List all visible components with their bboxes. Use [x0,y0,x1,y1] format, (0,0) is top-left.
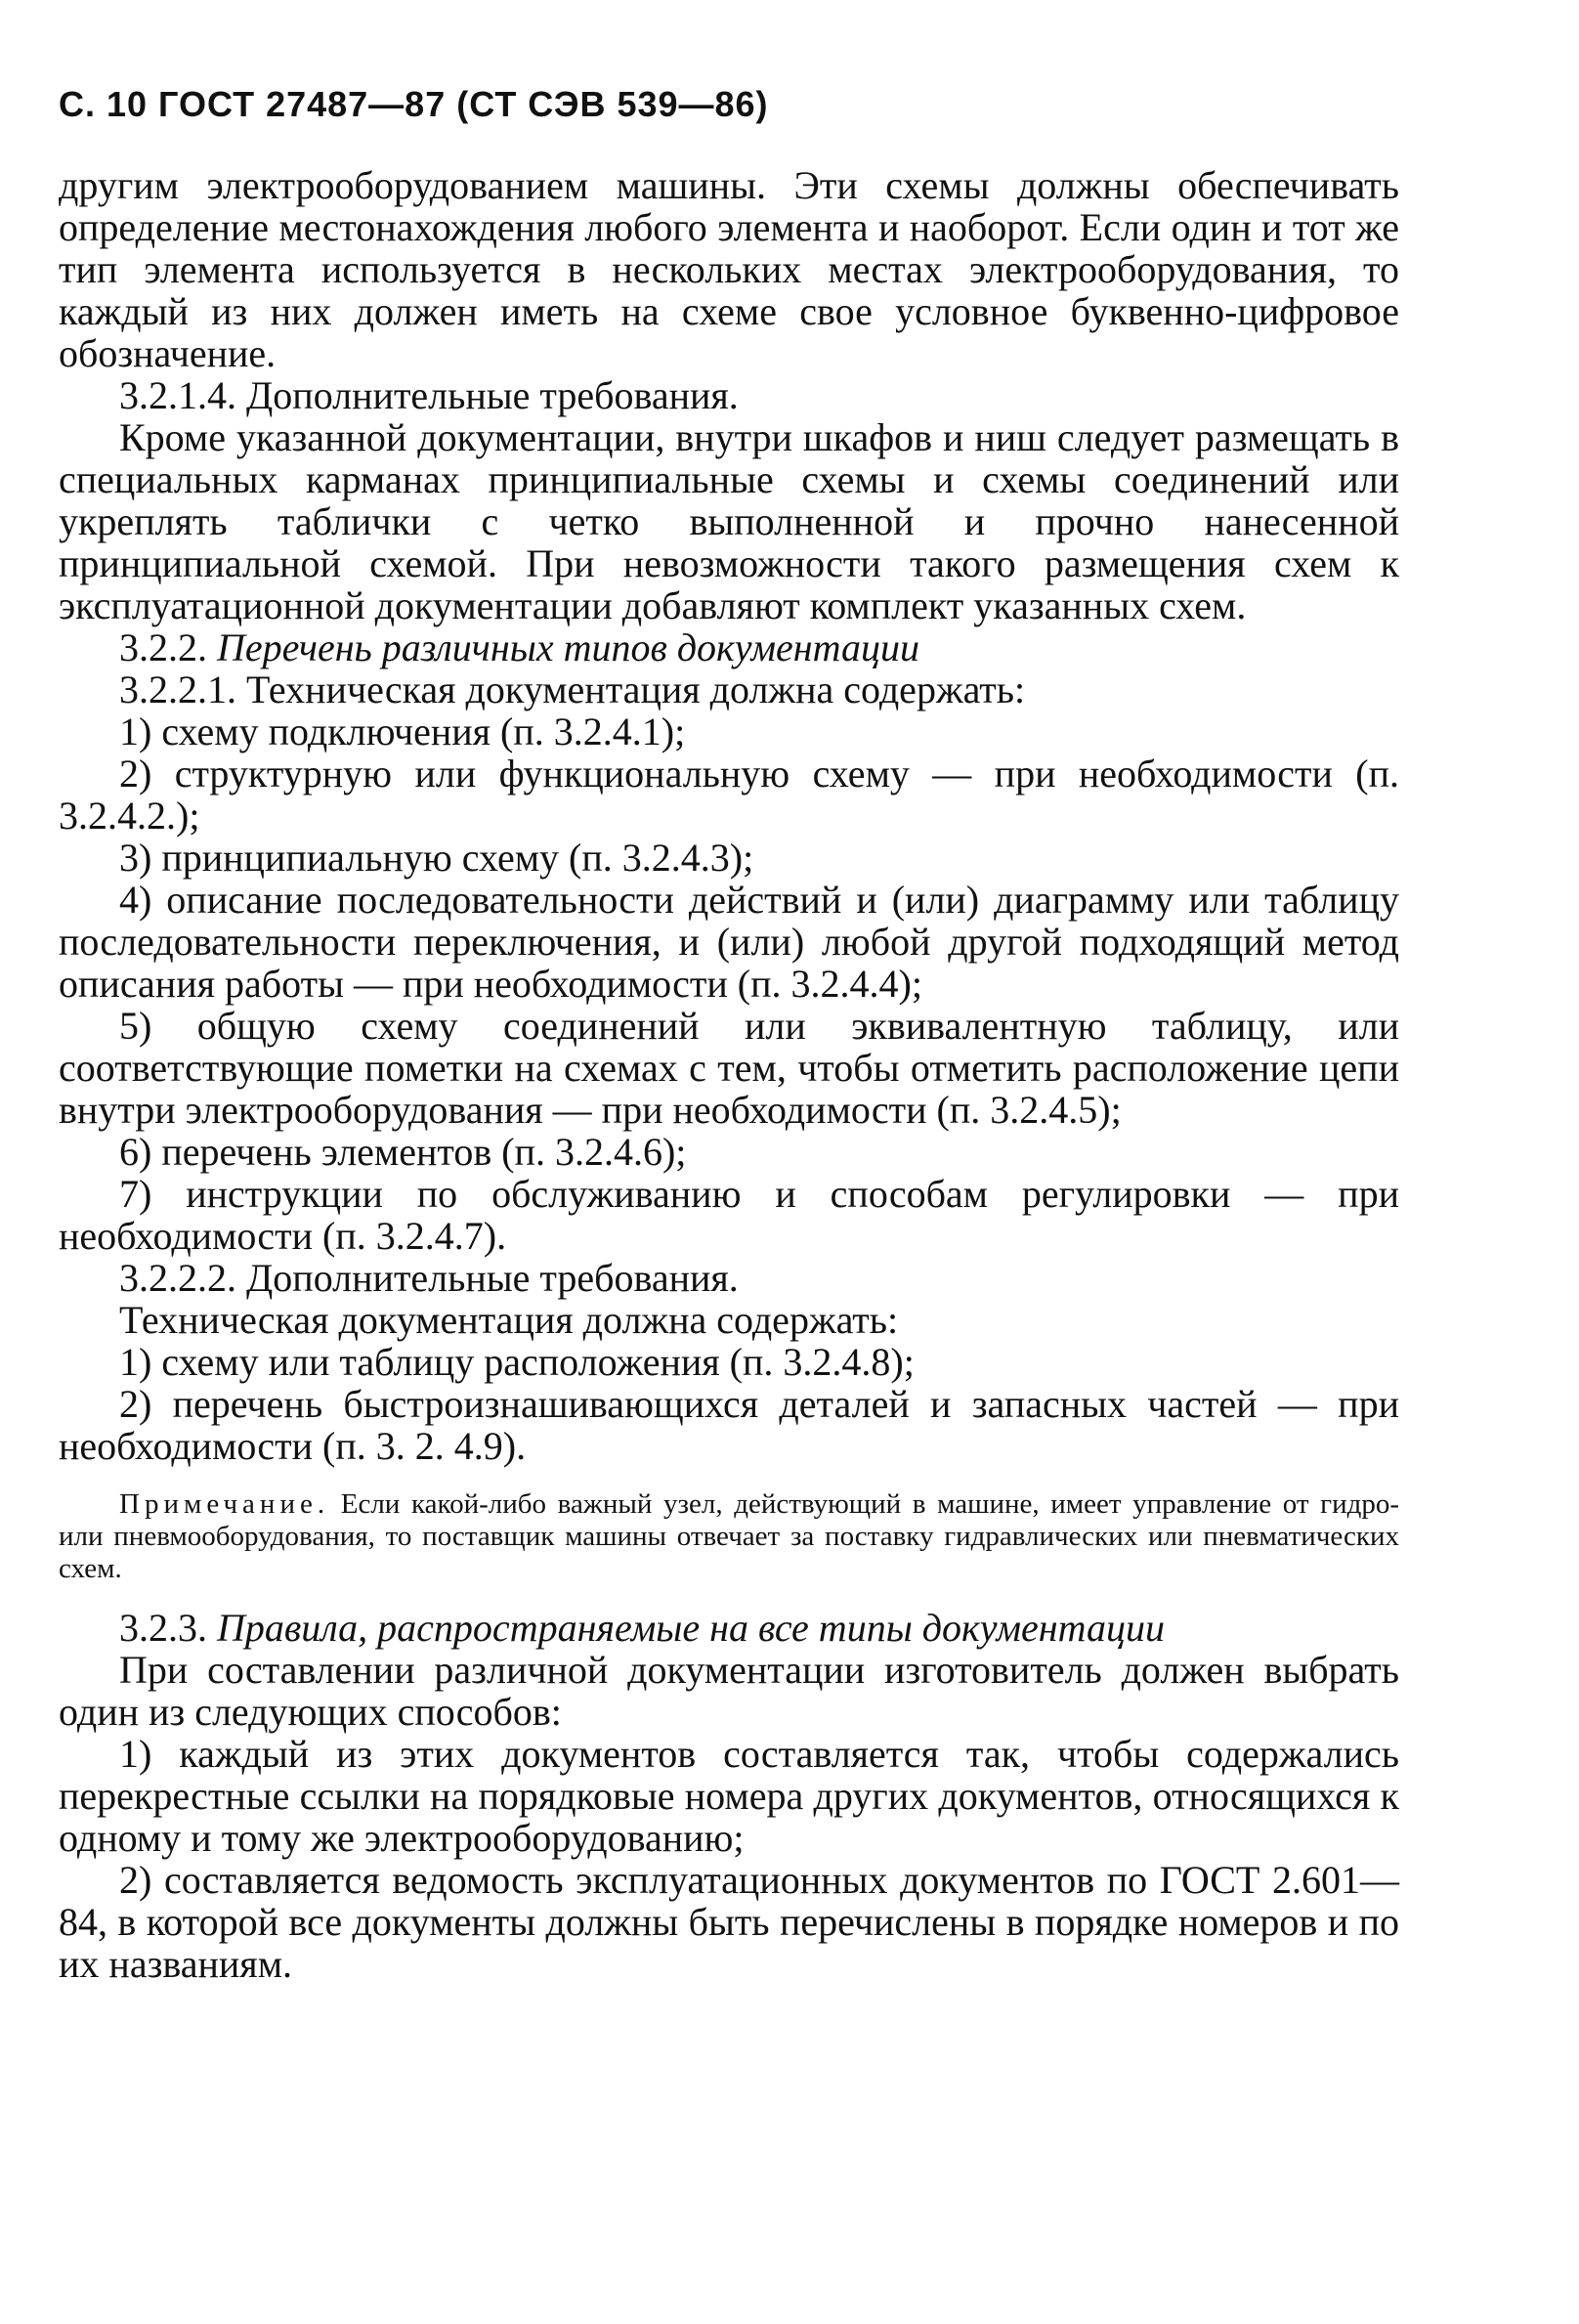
list-item: 3) принципиальную схему (п. 3.2.4.3); [119,836,754,880]
section-number: 3.2.2. [119,625,207,669]
section-3-2-3-heading [59,1607,1399,1649]
clause-3-2-1-4-title: 3.2.1.4. Дополнительные требования. [119,373,739,417]
document-page [59,84,1399,1985]
paragraph-cabinet-schemes: Кроме указанной документации, внутри шкафов и ниш следует размещать в специальных карманах принципиальные схемы и схемы соединений или укреплять таблички с четко выполненной и прочно нанесенной принципиальной схемой. При невозможности такого размещения схем к эксплуатационной документации добавляют комплект указанных схем. [59,415,1399,627]
list-item: 7) инструкции по обслуживанию и способам регулировки — при необходимости (п. 3.2.4.7). [59,1172,1399,1258]
section-number: 3.2.3. [119,1606,207,1650]
paragraph-choose-method: При составлении различной документации изготовитель должен выбрать один из следующих способов: [59,1648,1399,1734]
page-header: С. 10 ГОСТ 27487—87 (СТ СЭВ 539—86) [59,84,769,124]
clause-3-2-2-2-title: 3.2.2.2. Дополнительные требования. [119,1256,739,1300]
note [59,1488,1399,1585]
list-item: 1) схему или таблицу расположения (п. 3.2.4.8); [119,1340,915,1384]
list-item: 2) структурную или функциональную схему — при необходимости (п. 3.2.4.2.); [59,752,1399,838]
clause-3-2-2-1: 3.2.2.1. Техническая документация должна содержать: [119,667,1026,711]
note-text: Если какой-либо важный узел, действующий в машине, имеет управление от гидро- или пневмооборудования, то поставщик машины отвечает за поставку гидравлических или пневматических схем. [59,1488,1399,1584]
section-title: Правила, распространяемые на все типы документации [217,1606,1165,1650]
list-item: 6) перечень элементов (п. 3.2.4.6); [119,1130,687,1174]
note-label: Примечание. [119,1488,330,1520]
paragraph-tech-doc: Техническая документация должна содержать: [119,1298,899,1342]
section-3-2-2-heading [59,626,1399,668]
list-item: 4) описание последовательности действий и (или) диаграмму или таблицу последовательности переключения, и (или) любой другой подходящий метод описания работы — при необходимости (п. 3.2.4.4); [59,878,1399,1006]
section-title: Перечень различных типов документации [217,625,920,669]
list-item: 2) составляется ведомость эксплуатационных документов по ГОСТ 2.601—84, в которой все документы должны быть перечислены в порядке номеров и по их названиям. [59,1858,1399,1986]
list-item: 1) каждый из этих документов составляется так, чтобы содержались перекрестные ссылки на порядковые номера других документов, относящихся к одному и тому же электрооборудованию; [59,1732,1399,1860]
list-item: 5) общую схему соединений или эквивалентную таблицу, или соответствующие пометки на схемах с тем, чтобы отметить расположение цепи внутри электрооборудования — при необходимости (п. 3.2.4.5); [59,1004,1399,1132]
list-item: 2) перечень быстроизнашивающихся деталей и запасных частей — при необходимости (п. 3. 2. 4.9). [59,1382,1399,1468]
paragraph-continuation: другим электрооборудованием машины. Эти схемы должны обеспечивать определение местонахождения любого элемента и наоборот. Если один и тот же тип элемента используется в нескольких местах электрооборудования, то каждый из них должен иметь на схеме свое условное буквенно-цифровое обозначение. [59,163,1399,375]
list-item: 1) схему подключения (п. 3.2.4.1); [119,710,686,753]
